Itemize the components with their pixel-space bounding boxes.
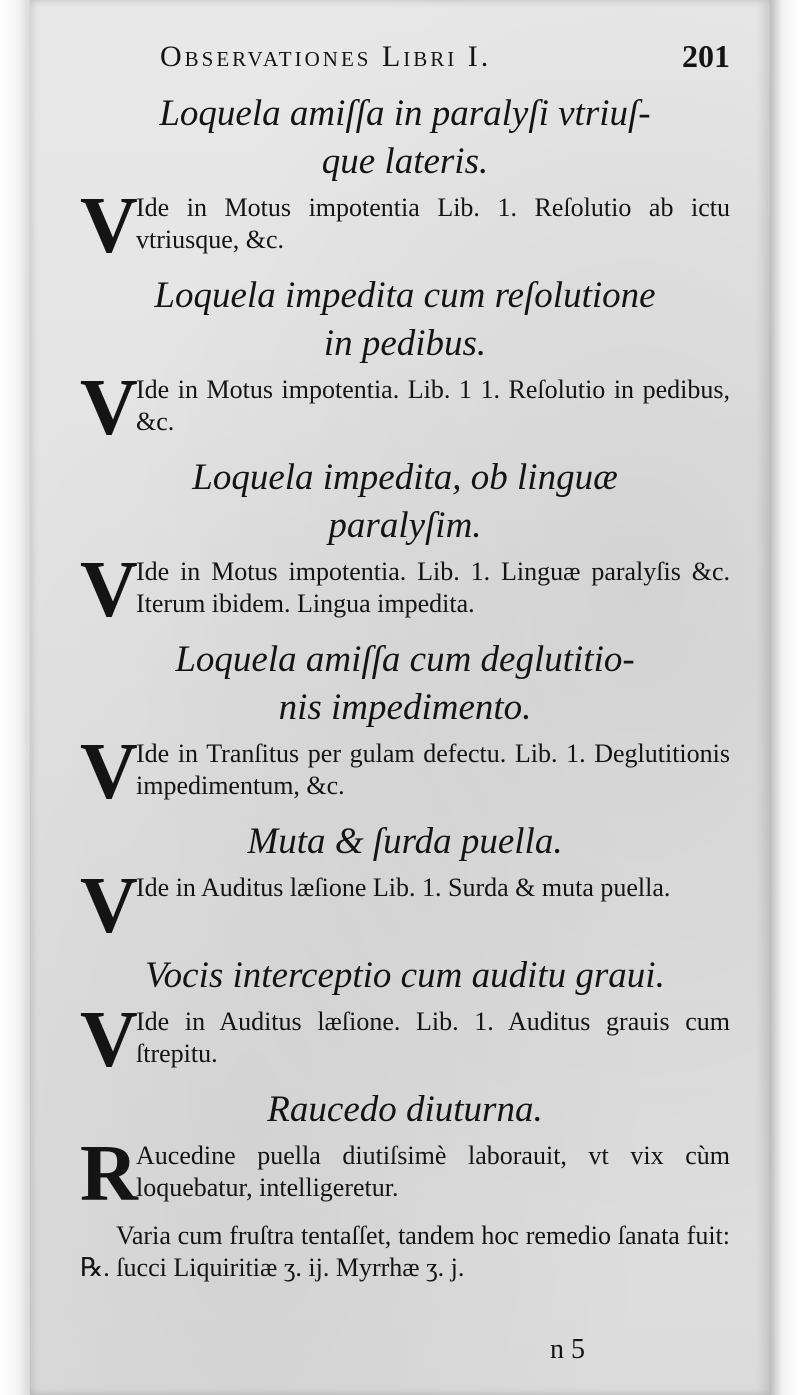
section: [80, 636, 730, 816]
section-heading: [80, 1086, 730, 1134]
page-number: 201: [682, 38, 730, 74]
heading-line: in pedibus.: [323, 323, 487, 364]
section-heading: [80, 818, 730, 866]
entry-text: Ide in Auditus læſione Lib. 1. Surda & muta puella.: [136, 873, 671, 902]
drop-cap: V: [80, 862, 138, 950]
entry: [80, 996, 730, 1084]
section-heading: [80, 454, 730, 550]
section: [80, 818, 730, 950]
page-content: [80, 90, 730, 1284]
heading-line: Loquela amiſſa in paralyſi vtriuſ-: [159, 93, 651, 134]
signature-mark: n 5: [550, 1334, 585, 1365]
drop-cap: V: [80, 996, 138, 1084]
entry: [80, 182, 730, 270]
section: [80, 454, 730, 634]
section-heading: [80, 272, 730, 368]
heading-line: Vocis interceptio cum auditu graui.: [145, 955, 665, 996]
page-margin-right: [770, 0, 800, 1395]
heading-line: paralyſim.: [328, 505, 482, 546]
section-heading: [80, 952, 730, 1000]
section: [80, 952, 730, 1084]
entry-text: Aucedine puella diutiſsimè laborauit, vt vix cùm loquebatur, intelligeretur.: [136, 1141, 730, 1202]
heading-line: Muta & ſurda puella.: [247, 821, 563, 862]
section: [80, 90, 730, 270]
entry-text: Ide in Motus impotentia. Lib. 1 1. Reſolutio in pedibus, &c.: [136, 375, 730, 436]
section: [80, 272, 730, 452]
entry-text: Ide in Tranſitus per gulam defectu. Lib. 1. Deglutitionis impedimentum, &c.: [136, 739, 730, 800]
section-heading: [80, 90, 730, 186]
heading-line: que lateris.: [321, 141, 489, 182]
heading-line: Raucedo diuturna.: [267, 1089, 543, 1130]
drop-cap: R: [80, 1130, 138, 1218]
page-margin-left: [0, 0, 30, 1395]
drop-cap: V: [80, 182, 138, 270]
page-header: [130, 36, 730, 86]
heading-line: Loquela impedita cum reſolutione: [154, 275, 656, 316]
heading-line: Loquela amiſſa cum deglutitio-: [175, 639, 635, 680]
drop-cap: V: [80, 728, 138, 816]
section-heading: [80, 636, 730, 732]
entry-text: Ide in Motus impotentia Lib. 1. Reſolutio ab ictu vtriusque, &c.: [136, 193, 730, 254]
running-head: Observationes Libri I.: [160, 40, 492, 73]
entry-text: Ide in Motus impotentia. Lib. 1. Linguæ paralyſis &c. Iterum ibidem. Lingua impedita.: [136, 557, 730, 618]
entry: [80, 546, 730, 634]
entry: [80, 1130, 730, 1218]
final-paragraph: Varia cum fruſtra tentaſſet, tandem hoc remedio ſanata fuit: ℞. ſucci Liquiritiæ ʒ. ij. Myrrhæ ʒ. j.: [80, 1221, 730, 1282]
entry-text: Ide in Auditus læſione. Lib. 1. Auditus grauis cum ſtrepitu.: [136, 1007, 730, 1068]
entry: [80, 364, 730, 452]
drop-cap: V: [80, 546, 138, 634]
entry: [80, 728, 730, 816]
drop-cap: V: [80, 364, 138, 452]
section: [80, 1086, 730, 1284]
entry: [80, 862, 730, 950]
heading-line: nis impedimento.: [278, 687, 532, 728]
heading-line: Loquela impedita, ob linguæ: [192, 457, 618, 498]
